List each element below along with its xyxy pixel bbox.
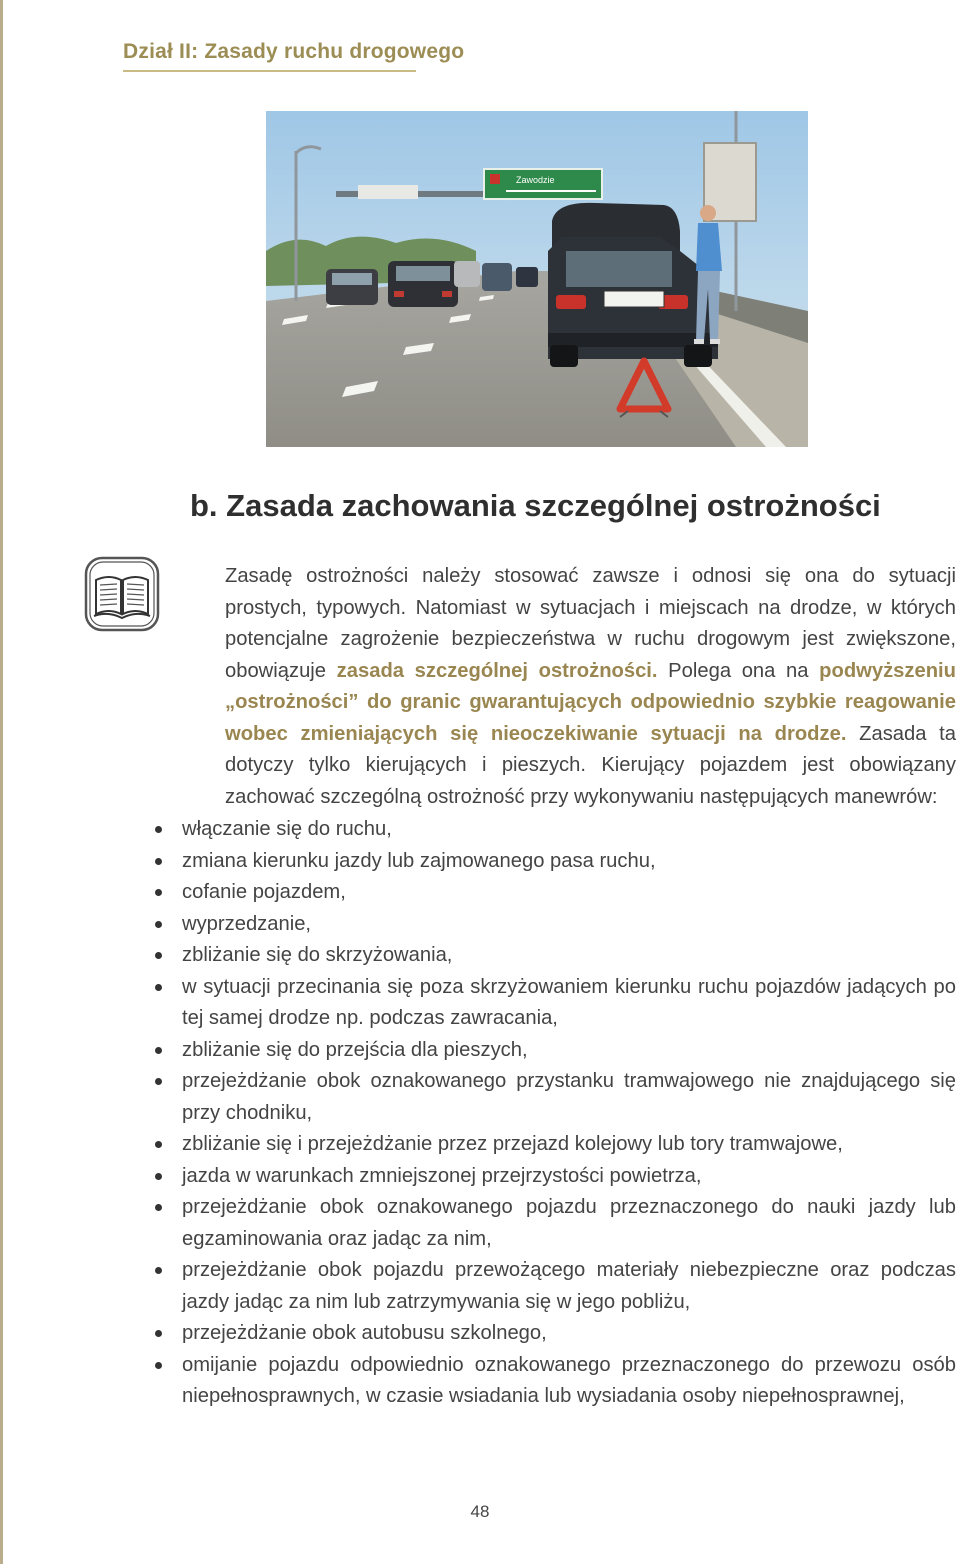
list-item-text: cofanie pojazdem, (182, 881, 346, 903)
list-item (150, 1129, 956, 1161)
list-item (150, 1350, 956, 1413)
bullet-icon (155, 1267, 162, 1274)
header-title: Dział II: Zasady ruchu drogowego (123, 40, 465, 63)
bullet-icon (155, 1173, 162, 1180)
list-item (150, 909, 956, 941)
page-edge-rule (0, 0, 3, 1564)
list-item (150, 1035, 956, 1067)
list-item (150, 1255, 956, 1318)
list-item (150, 1161, 956, 1193)
list-item-text: w sytuacji przecinania się poza skrzyżowaniem kierunku ruchu pojazdów jadących po tej samej drodze np. podczas zawracania, (182, 975, 956, 1029)
list-item (150, 814, 956, 846)
bullet-icon (155, 921, 162, 928)
list-item (150, 846, 956, 878)
list-item-text: zbliżanie się i przejeżdżanie przez przejazd kolejowy lub tory tramwajowe, (182, 1133, 843, 1155)
list-item-text: zbliżanie się do skrzyżowania, (182, 944, 453, 966)
list-item-text: włączanie się do ruchu, (182, 818, 392, 840)
page-number: 48 (470, 1502, 490, 1521)
list-item-text: przejeżdżanie obok pojazdu przewożącego materiały niebezpieczne oraz podczas jazdy jadąc za nim lub zatrzymywania się w jego pobliżu, (182, 1259, 956, 1313)
bullet-icon (155, 858, 162, 865)
highway-breakdown-photo (266, 111, 808, 447)
list-item-text: przejeżdżanie obok oznakowanego pojazdu przeznaczonego do nauki jazdy lub egzaminowania oraz jadąc za nim, (182, 1196, 956, 1250)
bullet-icon (155, 1047, 162, 1054)
maneuver-list (150, 814, 956, 1413)
list-item-text: jazda w warunkach zmniejszonej przejrzystości powietrza, (182, 1164, 702, 1187)
running-header (123, 40, 465, 72)
list-item-text: przejeżdżanie obok oznakowanego przystanku tramwajowego nie znajdującego się przy chodniku, (182, 1070, 956, 1124)
list-item-text: omijanie pojazdu odpowiednio oznakowanego przeznaczonego do przewozu osób niepełnosprawnych, w czasie wsiadania lub wysiadania osoby niepełnosprawnej, (182, 1353, 956, 1407)
bullet-icon (155, 1141, 162, 1148)
intro-paragraph (123, 561, 956, 813)
list-item (150, 877, 956, 909)
paragraph-text-part-3: Zasada ta dotyczy tylko kierujących i pieszych. Kierujący pojazdem jest obowiązany zachować szczególną ostrożność przy wykonywaniu następujących manewrów: (225, 722, 956, 808)
section-title: b. Zasada zachowania szczególnej ostrożności (190, 488, 881, 523)
list-item (150, 1192, 956, 1255)
bullet-icon (155, 952, 162, 959)
list-item (150, 940, 956, 972)
bullet-icon (155, 826, 162, 833)
road-sign-text: Zawodzie (516, 175, 555, 185)
list-item (150, 972, 956, 1035)
bullet-icon (155, 1362, 162, 1369)
paragraph-text-part-1: Zasadę ostrożności należy stosować zawsze i odnosi się ona do sytuacji prostych, typowych. Natomiast w sytuacjach i miejscach na drodze, w których potencjalne zagrożenie bezpieczeństwa w ruchu drogowym jest zwiększone, obowiązuje (225, 565, 956, 682)
bullet-icon (155, 1204, 162, 1211)
bullet-icon (155, 1078, 162, 1085)
highlight-rule-definition: podwyższeniu „ostrożności” do granic gwarantujących odpowiednio szybkie reagowanie wobec zmieniających się nieoczekiwanie sytuacji na drodze. (225, 659, 956, 745)
highlight-rule-name: zasada szczególnej ostrożności. (336, 659, 658, 682)
paragraph-text-part-2: Polega ona na (657, 659, 820, 682)
list-item (150, 1066, 956, 1129)
list-item-text: zbliżanie się do przejścia dla pieszych, (182, 1038, 528, 1061)
list-item-text: zmiana kierunku jazdy lub zajmowanego pasa ruchu, (182, 849, 656, 872)
list-item (150, 1318, 956, 1350)
bullet-icon (155, 1330, 162, 1337)
bullet-icon (155, 984, 162, 991)
bullet-icon (155, 889, 162, 896)
header-underline (123, 70, 416, 72)
list-item-text: wyprzedzanie, (182, 912, 312, 935)
list-item-text: przejeżdżanie obok autobusu szkolnego, (182, 1322, 547, 1344)
intro-paragraph-text (123, 561, 956, 813)
